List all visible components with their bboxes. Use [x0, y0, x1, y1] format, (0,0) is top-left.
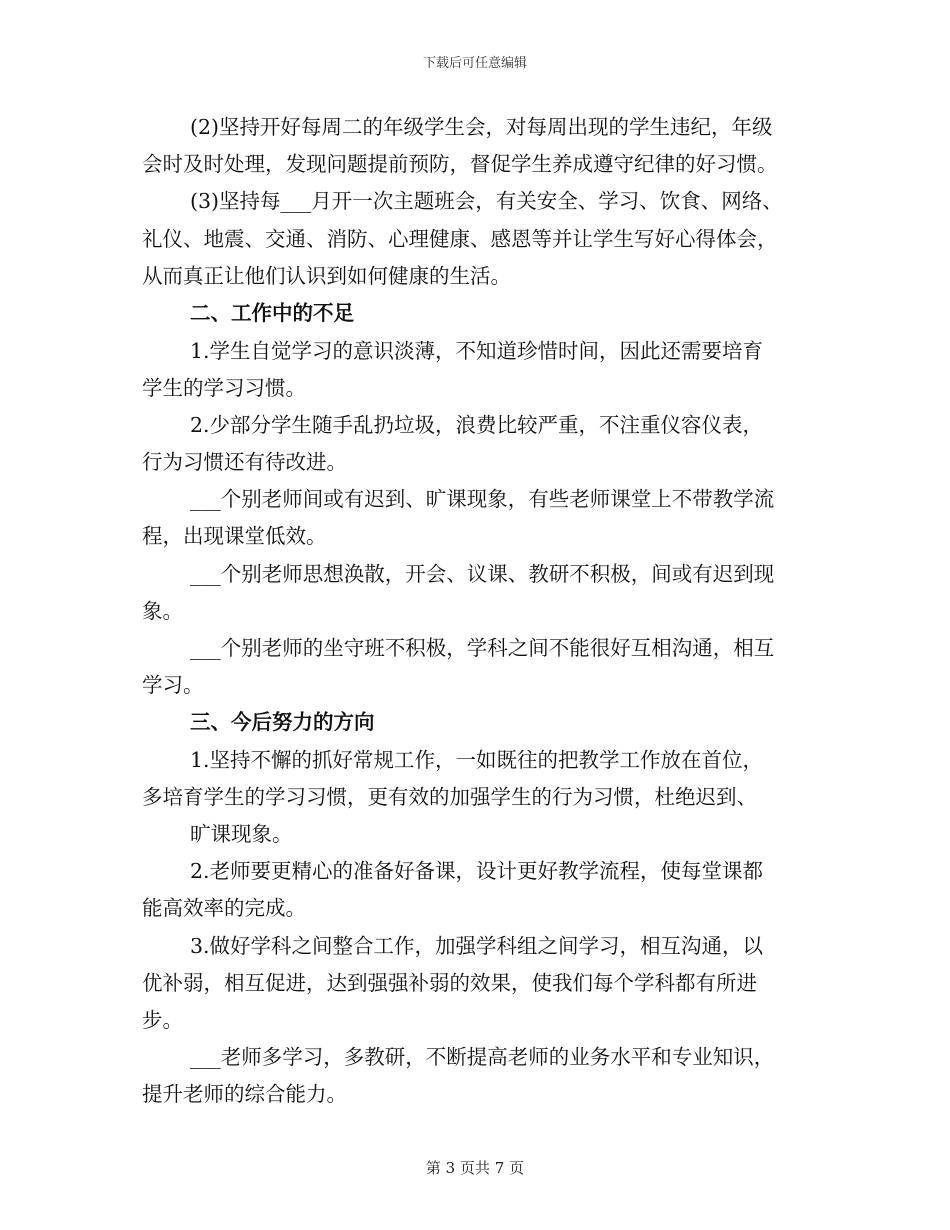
text-line: 多培育学生的学习习惯，更有效的加强学生的行为习惯，杜绝迟到、	[142, 785, 757, 809]
text-line: 提升老师的综合能力。	[142, 1082, 347, 1106]
text-line: 从而真正让他们认识到如何健康的生活。	[142, 264, 511, 288]
text-line: 行为习惯还有待改进。	[142, 450, 347, 474]
text-line: 象。	[142, 599, 183, 623]
text-line: 会时及时处理，发现问题提前预防，督促学生养成遵守纪律的好习惯。	[142, 152, 778, 176]
text-line: 1.学生自觉学习的意识淡薄，不知道珍惜时间，因此还需要培育	[190, 339, 764, 363]
text-line: (3)坚持每___月开一次主题班会，有关安全、学习、饮食、网络、	[190, 189, 783, 213]
text-line: 3.做好学科之间整合工作，加强学科组之间学习，相互沟通，以	[190, 934, 764, 958]
text-line: 2.老师要更精心的准备好备课，设计更好教学流程，使每堂课都	[190, 859, 764, 883]
text-line: (2)坚持开好每周二的年级学生会，对每周出现的学生违纪，年级	[190, 115, 773, 139]
text-line: 学生的学习习惯。	[142, 376, 306, 400]
text-line: ___个别老师思想涣散，开会、议课、教研不积极，间或有迟到现	[190, 562, 775, 586]
text-line: ___个别老师的坐守班不积极，学科之间不能很好互相沟通，相互	[190, 636, 775, 660]
page-header: 下载后可任意编辑	[422, 56, 527, 71]
text-line: 步。	[142, 1008, 183, 1032]
text-line: 能高效率的完成。	[142, 896, 306, 920]
section-heading: 二、工作中的不足	[190, 301, 354, 325]
text-line: ___个别老师间或有迟到、旷课现象，有些老师课堂上不带教学流	[190, 487, 775, 511]
text-line: 2.少部分学生随手乱扔垃圾，浪费比较严重，不注重仪容仪表，	[190, 413, 764, 437]
text-line: 礼仪、地震、交通、消防、心理健康、感恩等并让学生写好心得体会，	[142, 227, 778, 251]
text-line: 旷课现象。	[190, 822, 293, 846]
section-heading: 三、今后努力的方向	[190, 710, 375, 734]
text-line: 学习。	[142, 673, 204, 697]
text-line: 1.坚持不懈的抓好常规工作，一如既往的把教学工作放在首位，	[190, 748, 764, 772]
page-footer: 第 3 页共 7 页	[425, 1159, 525, 1177]
text-line: 优补弱，相互促进，达到强强补弱的效果，使我们每个学科都有所进	[142, 971, 757, 995]
text-line: ___老师多学习，多教研，不断提高老师的业务水平和专业知识，	[190, 1045, 775, 1069]
text-line: 程，出现课堂低效。	[142, 524, 327, 548]
